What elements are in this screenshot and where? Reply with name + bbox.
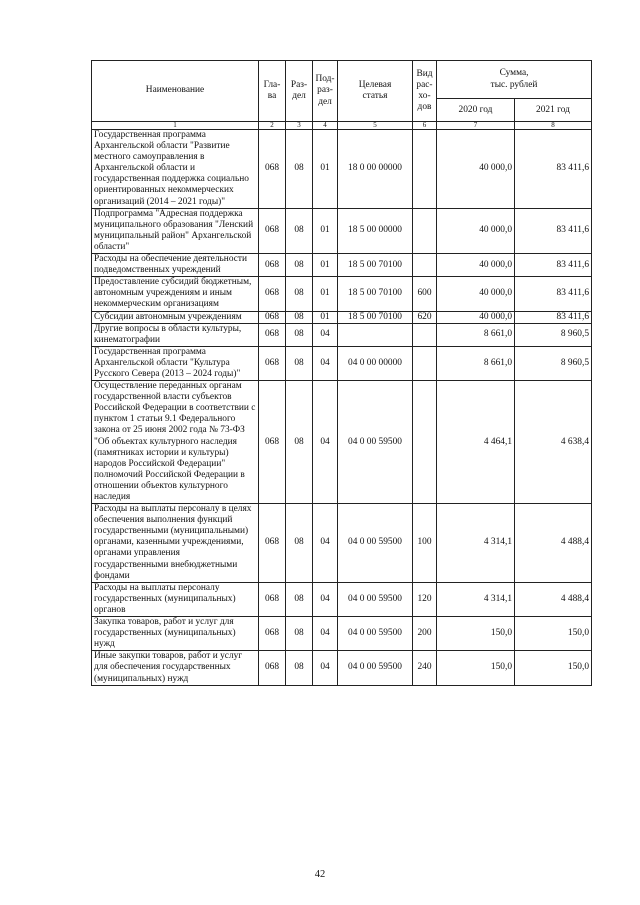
- row-vid-cell: [413, 346, 437, 380]
- row-vid-cell: 200: [413, 617, 437, 651]
- table-row: [92, 323, 592, 346]
- row-podrazdel-cell: 01: [313, 311, 338, 323]
- row-name-cell: Подпрограмма "Адресная поддержка муниципального образования "Ленский муниципальный район" Архангельской области": [92, 208, 259, 253]
- row-glava-cell: 068: [259, 277, 286, 311]
- row-glava-cell: 068: [259, 208, 286, 253]
- row-2021-cell: 4 488,4: [515, 582, 592, 616]
- row-vid-cell: 600: [413, 277, 437, 311]
- row-glava-cell: 068: [259, 346, 286, 380]
- column-index-row: [92, 122, 592, 130]
- row-2020-cell: 40 000,0: [437, 311, 515, 323]
- row-2021-cell: 83 411,6: [515, 254, 592, 277]
- row-vid-cell: 620: [413, 311, 437, 323]
- row-name-cell: Субсидии автономным учреждениям: [92, 311, 259, 323]
- row-name-cell: Расходы на выплаты персоналу в целях обеспечения выполнения функций государственными (муниципальными) органами, казенными учреждениями, органами управления государственными внебюджетными фондами: [92, 504, 259, 583]
- row-name-cell: Осуществление переданных органам государственной власти субъектов Российской Федерации в соответствии с пунктом 1 статьи 9.1 Федерального закона от 25 июня 2002 года № 73-ФЗ "Об объектах культурного наследия (памятниках истории и культуры) народов Российской Федерации" полномочий Российской Федерации в отношении объектов культурного наследия: [92, 381, 259, 504]
- table-row: [92, 130, 592, 209]
- row-2021-cell: 83 411,6: [515, 208, 592, 253]
- row-podrazdel-cell: 04: [313, 381, 338, 504]
- row-2020-cell: 8 661,0: [437, 346, 515, 380]
- row-2020-cell: 40 000,0: [437, 254, 515, 277]
- table-row: [92, 651, 592, 685]
- row-target-cell: 18 5 00 70100: [338, 254, 413, 277]
- col-podrazdel-header: Под- раз- дел: [313, 61, 338, 122]
- row-2021-cell: 150,0: [515, 617, 592, 651]
- row-vid-cell: [413, 208, 437, 253]
- row-target-cell: 18 5 00 70100: [338, 311, 413, 323]
- row-podrazdel-cell: 04: [313, 323, 338, 346]
- col-year2-header: 2021 год: [515, 99, 592, 122]
- row-vid-cell: [413, 254, 437, 277]
- col-year1-header: 2020 год: [437, 99, 515, 122]
- table-row: [92, 208, 592, 253]
- row-vid-cell: [413, 381, 437, 504]
- row-razdel-cell: 08: [286, 651, 313, 685]
- row-target-cell: 04 0 00 00000: [338, 346, 413, 380]
- row-podrazdel-cell: 04: [313, 582, 338, 616]
- row-vid-cell: [413, 130, 437, 209]
- row-vid-cell: 100: [413, 504, 437, 583]
- col-vid-header: Вид рас- хо- дов: [413, 61, 437, 122]
- row-target-cell: [338, 323, 413, 346]
- row-2021-cell: 4 638,4: [515, 381, 592, 504]
- table-row: [92, 582, 592, 616]
- row-vid-cell: 240: [413, 651, 437, 685]
- row-2020-cell: 4 314,1: [437, 582, 515, 616]
- table-row: [92, 617, 592, 651]
- row-glava-cell: 068: [259, 323, 286, 346]
- row-razdel-cell: 08: [286, 254, 313, 277]
- row-2021-cell: 83 411,6: [515, 311, 592, 323]
- row-2020-cell: 150,0: [437, 617, 515, 651]
- col-summa-header: Сумма, тыс. рублей: [437, 61, 592, 99]
- row-2021-cell: 83 411,6: [515, 277, 592, 311]
- row-vid-cell: [413, 323, 437, 346]
- row-name-cell: Иные закупки товаров, работ и услуг для обеспечения государственных (муниципальных) нужд: [92, 651, 259, 685]
- row-name-cell: Предоставление субсидий бюджетным, автономным учреждениям и иным некоммерческим организациям: [92, 277, 259, 311]
- row-podrazdel-cell: 01: [313, 130, 338, 209]
- row-name-cell: Государственная программа Архангельской области "Культура Русского Севера (2013 – 2024 годы)": [92, 346, 259, 380]
- row-name-cell: Другие вопросы в области культуры, кинематографии: [92, 323, 259, 346]
- row-target-cell: 04 0 00 59500: [338, 582, 413, 616]
- row-glava-cell: 068: [259, 130, 286, 209]
- row-target-cell: 04 0 00 59500: [338, 651, 413, 685]
- col-name-header: Наименование: [92, 61, 259, 122]
- row-glava-cell: 068: [259, 582, 286, 616]
- index-cell: 7: [437, 122, 515, 130]
- row-razdel-cell: 08: [286, 130, 313, 209]
- row-podrazdel-cell: 04: [313, 651, 338, 685]
- row-2021-cell: 4 488,4: [515, 504, 592, 583]
- row-2020-cell: 40 000,0: [437, 277, 515, 311]
- col-target-header: Целевая статья: [338, 61, 413, 122]
- row-name-cell: Закупка товаров, работ и услуг для государственных (муниципальных) нужд: [92, 617, 259, 651]
- table-row: [92, 381, 592, 504]
- table-row: [92, 346, 592, 380]
- row-razdel-cell: 08: [286, 582, 313, 616]
- index-cell: 2: [259, 122, 286, 130]
- row-name-cell: Расходы на обеспечение деятельности подведомственных учреждений: [92, 254, 259, 277]
- col-glava-header: Гла- ва: [259, 61, 286, 122]
- row-2021-cell: 8 960,5: [515, 323, 592, 346]
- row-name-cell: Расходы на выплаты персоналу государственных (муниципальных) органов: [92, 582, 259, 616]
- row-podrazdel-cell: 04: [313, 617, 338, 651]
- row-target-cell: 18 5 00 70100: [338, 277, 413, 311]
- row-2020-cell: 4 314,1: [437, 504, 515, 583]
- row-target-cell: 04 0 00 59500: [338, 617, 413, 651]
- row-razdel-cell: 08: [286, 277, 313, 311]
- table-row: [92, 277, 592, 311]
- table-row: [92, 254, 592, 277]
- index-cell: 8: [515, 122, 592, 130]
- row-2020-cell: 4 464,1: [437, 381, 515, 504]
- header-row: [92, 61, 592, 99]
- row-glava-cell: 068: [259, 311, 286, 323]
- row-glava-cell: 068: [259, 381, 286, 504]
- row-podrazdel-cell: 01: [313, 254, 338, 277]
- row-razdel-cell: 08: [286, 504, 313, 583]
- row-2021-cell: 83 411,6: [515, 130, 592, 209]
- row-2020-cell: 40 000,0: [437, 130, 515, 209]
- row-podrazdel-cell: 01: [313, 208, 338, 253]
- row-target-cell: 18 5 00 00000: [338, 208, 413, 253]
- table-row: [92, 311, 592, 323]
- index-cell: 6: [413, 122, 437, 130]
- row-2020-cell: 8 661,0: [437, 323, 515, 346]
- row-target-cell: 18 0 00 00000: [338, 130, 413, 209]
- row-podrazdel-cell: 04: [313, 346, 338, 380]
- row-name-cell: Государственная программа Архангельской области "Развитие местного самоуправления в Архангельской области и государственная поддержка социально ориентированных некоммерческих организаций (2014 – 2021 годы)": [92, 130, 259, 209]
- index-cell: 4: [313, 122, 338, 130]
- row-glava-cell: 068: [259, 617, 286, 651]
- row-2020-cell: 150,0: [437, 651, 515, 685]
- row-glava-cell: 068: [259, 504, 286, 583]
- row-razdel-cell: 08: [286, 346, 313, 380]
- row-razdel-cell: 08: [286, 617, 313, 651]
- index-cell: 3: [286, 122, 313, 130]
- col-razdel-header: Раз- дел: [286, 61, 313, 122]
- row-2021-cell: 8 960,5: [515, 346, 592, 380]
- page-number: 42: [314, 869, 326, 880]
- row-razdel-cell: 08: [286, 208, 313, 253]
- row-podrazdel-cell: 01: [313, 277, 338, 311]
- row-target-cell: 04 0 00 59500: [338, 381, 413, 504]
- row-razdel-cell: 08: [286, 323, 313, 346]
- row-target-cell: 04 0 00 59500: [338, 504, 413, 583]
- row-podrazdel-cell: 04: [313, 504, 338, 583]
- table-row: [92, 504, 592, 583]
- index-cell: 5: [338, 122, 413, 130]
- row-2021-cell: 150,0: [515, 651, 592, 685]
- budget-table: [91, 60, 592, 686]
- row-glava-cell: 068: [259, 651, 286, 685]
- index-cell: 1: [92, 122, 259, 130]
- row-vid-cell: 120: [413, 582, 437, 616]
- row-glava-cell: 068: [259, 254, 286, 277]
- row-razdel-cell: 08: [286, 381, 313, 504]
- row-razdel-cell: 08: [286, 311, 313, 323]
- row-2020-cell: 40 000,0: [437, 208, 515, 253]
